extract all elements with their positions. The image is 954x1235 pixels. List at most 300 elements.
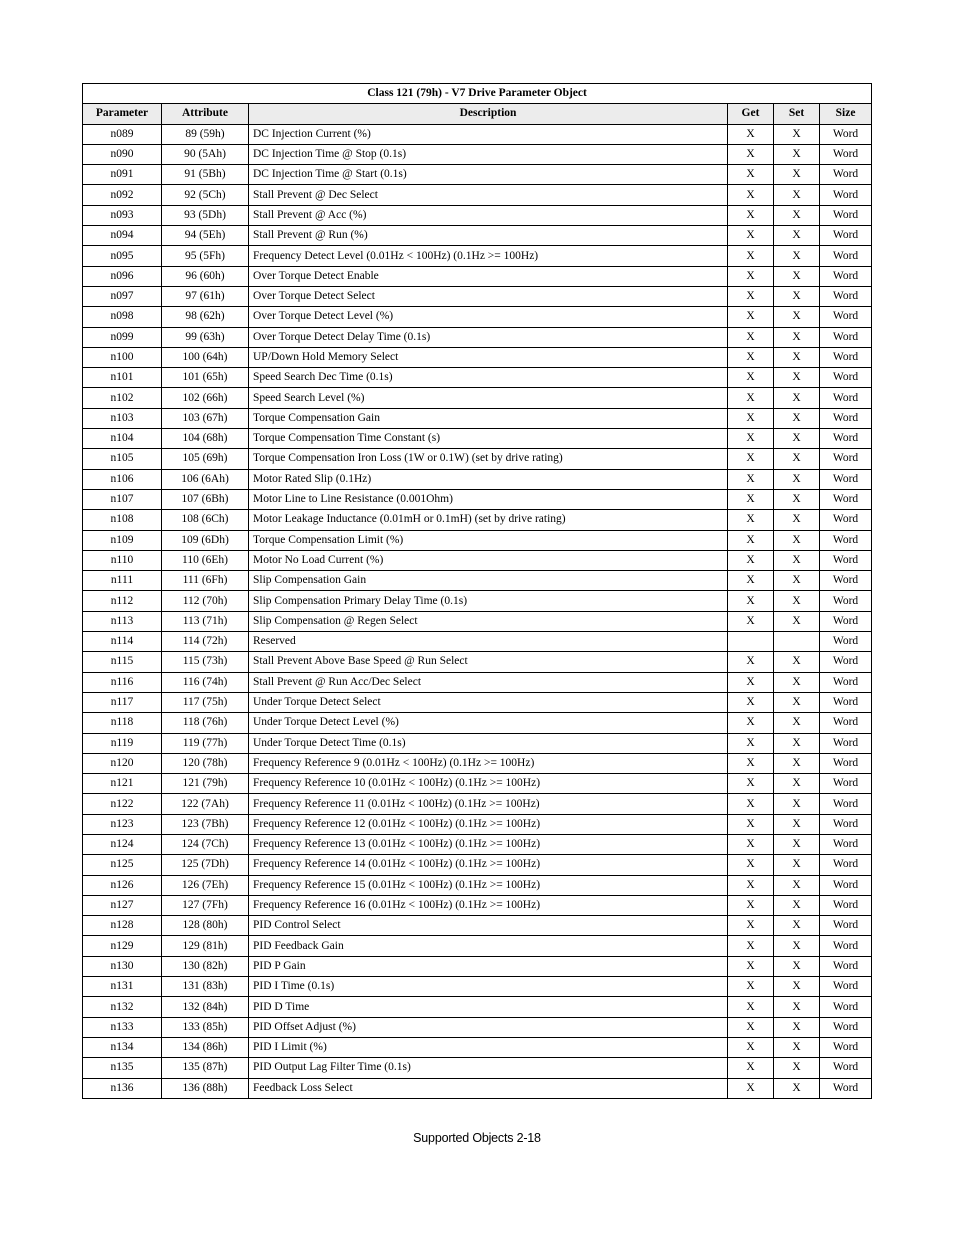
parameter-cell: n098: [83, 307, 162, 327]
set-cell: X: [774, 165, 820, 185]
parameter-cell: n104: [83, 429, 162, 449]
get-cell: X: [728, 124, 774, 144]
get-cell: X: [728, 794, 774, 814]
attribute-cell: 99 (63h): [162, 327, 249, 347]
size-cell: Word: [820, 1037, 872, 1057]
size-cell: Word: [820, 1078, 872, 1098]
get-cell: X: [728, 327, 774, 347]
parameter-cell: n130: [83, 956, 162, 976]
size-cell: Word: [820, 327, 872, 347]
parameter-cell: n099: [83, 327, 162, 347]
set-cell: X: [774, 286, 820, 306]
attribute-cell: 108 (6Ch): [162, 510, 249, 530]
size-cell: Word: [820, 713, 872, 733]
table-row: [83, 936, 872, 956]
attribute-cell: 89 (59h): [162, 124, 249, 144]
get-cell: X: [728, 1037, 774, 1057]
attribute-cell: 90 (5Ah): [162, 144, 249, 164]
get-cell: X: [728, 672, 774, 692]
table-row: [83, 347, 872, 367]
table-row: [83, 144, 872, 164]
attribute-cell: 122 (7Ah): [162, 794, 249, 814]
get-cell: X: [728, 814, 774, 834]
size-cell: Word: [820, 936, 872, 956]
parameter-cell: n128: [83, 916, 162, 936]
get-cell: X: [728, 510, 774, 530]
table-row: [83, 530, 872, 550]
attribute-cell: 131 (83h): [162, 977, 249, 997]
get-cell: X: [728, 165, 774, 185]
parameter-cell: n120: [83, 753, 162, 773]
parameter-cell: n107: [83, 489, 162, 509]
size-cell: Word: [820, 449, 872, 469]
description-cell: Frequency Reference 11 (0.01Hz < 100Hz) (0.1Hz >= 100Hz): [249, 794, 728, 814]
parameter-cell: n122: [83, 794, 162, 814]
parameter-cell: n113: [83, 611, 162, 631]
set-cell: X: [774, 713, 820, 733]
attribute-cell: 113 (71h): [162, 611, 249, 631]
size-cell: Word: [820, 895, 872, 915]
header-size: Size: [820, 104, 872, 124]
set-cell: [774, 632, 820, 652]
size-cell: Word: [820, 347, 872, 367]
size-cell: Word: [820, 1058, 872, 1078]
size-cell: Word: [820, 388, 872, 408]
size-cell: Word: [820, 286, 872, 306]
attribute-cell: 128 (80h): [162, 916, 249, 936]
attribute-cell: 118 (76h): [162, 713, 249, 733]
size-cell: Word: [820, 692, 872, 712]
attribute-cell: 116 (74h): [162, 672, 249, 692]
size-cell: Word: [820, 855, 872, 875]
set-cell: X: [774, 550, 820, 570]
attribute-cell: 133 (85h): [162, 1017, 249, 1037]
set-cell: X: [774, 855, 820, 875]
attribute-cell: 102 (66h): [162, 388, 249, 408]
get-cell: X: [728, 916, 774, 936]
attribute-cell: 92 (5Ch): [162, 185, 249, 205]
parameter-cell: n100: [83, 347, 162, 367]
size-cell: Word: [820, 753, 872, 773]
set-cell: X: [774, 449, 820, 469]
description-cell: DC Injection Current (%): [249, 124, 728, 144]
table-row: [83, 429, 872, 449]
parameter-cell: n114: [83, 632, 162, 652]
parameter-cell: n116: [83, 672, 162, 692]
size-cell: Word: [820, 408, 872, 428]
table-row: [83, 692, 872, 712]
description-cell: Stall Prevent @ Dec Select: [249, 185, 728, 205]
table-row: [83, 449, 872, 469]
description-cell: Feedback Loss Select: [249, 1078, 728, 1098]
set-cell: X: [774, 997, 820, 1017]
table-row: [83, 205, 872, 225]
size-cell: Word: [820, 530, 872, 550]
table-row: [83, 652, 872, 672]
attribute-cell: 136 (88h): [162, 1078, 249, 1098]
set-cell: X: [774, 1078, 820, 1098]
attribute-cell: 130 (82h): [162, 956, 249, 976]
set-cell: X: [774, 185, 820, 205]
parameter-cell: n101: [83, 368, 162, 388]
set-cell: X: [774, 794, 820, 814]
table-header-row: [83, 104, 872, 124]
description-cell: Frequency Reference 15 (0.01Hz < 100Hz) (0.1Hz >= 100Hz): [249, 875, 728, 895]
parameter-cell: n118: [83, 713, 162, 733]
attribute-cell: 115 (73h): [162, 652, 249, 672]
set-cell: X: [774, 1058, 820, 1078]
get-cell: X: [728, 591, 774, 611]
set-cell: X: [774, 530, 820, 550]
table-row: [83, 997, 872, 1017]
parameter-cell: n093: [83, 205, 162, 225]
description-cell: Frequency Reference 16 (0.01Hz < 100Hz) (0.1Hz >= 100Hz): [249, 895, 728, 915]
attribute-cell: 106 (6Ah): [162, 469, 249, 489]
header-parameter: Parameter: [83, 104, 162, 124]
attribute-cell: 101 (65h): [162, 368, 249, 388]
size-cell: Word: [820, 246, 872, 266]
size-cell: Word: [820, 469, 872, 489]
size-cell: Word: [820, 794, 872, 814]
get-cell: X: [728, 611, 774, 631]
parameter-cell: n135: [83, 1058, 162, 1078]
table-row: [83, 266, 872, 286]
get-cell: X: [728, 855, 774, 875]
attribute-cell: 100 (64h): [162, 347, 249, 367]
attribute-cell: 95 (5Fh): [162, 246, 249, 266]
get-cell: X: [728, 530, 774, 550]
parameter-cell: n110: [83, 550, 162, 570]
attribute-cell: 127 (7Fh): [162, 895, 249, 915]
attribute-cell: 129 (81h): [162, 936, 249, 956]
description-cell: PID D Time: [249, 997, 728, 1017]
get-cell: X: [728, 733, 774, 753]
attribute-cell: 126 (7Eh): [162, 875, 249, 895]
header-get: Get: [728, 104, 774, 124]
parameter-cell: n092: [83, 185, 162, 205]
get-cell: [728, 632, 774, 652]
get-cell: X: [728, 266, 774, 286]
size-cell: Word: [820, 550, 872, 570]
get-cell: X: [728, 834, 774, 854]
attribute-cell: 117 (75h): [162, 692, 249, 712]
parameter-cell: n121: [83, 774, 162, 794]
table-row: [83, 956, 872, 976]
attribute-cell: 119 (77h): [162, 733, 249, 753]
attribute-cell: 93 (5Dh): [162, 205, 249, 225]
attribute-cell: 104 (68h): [162, 429, 249, 449]
table-row: [83, 388, 872, 408]
size-cell: Word: [820, 226, 872, 246]
description-cell: Under Torque Detect Level (%): [249, 713, 728, 733]
get-cell: X: [728, 956, 774, 976]
parameter-cell: n090: [83, 144, 162, 164]
get-cell: X: [728, 185, 774, 205]
description-cell: Frequency Reference 13 (0.01Hz < 100Hz) (0.1Hz >= 100Hz): [249, 834, 728, 854]
parameter-cell: n096: [83, 266, 162, 286]
description-cell: Slip Compensation Gain: [249, 571, 728, 591]
table-row: [83, 713, 872, 733]
parameter-cell: n091: [83, 165, 162, 185]
get-cell: X: [728, 895, 774, 915]
get-cell: X: [728, 875, 774, 895]
attribute-cell: 124 (7Ch): [162, 834, 249, 854]
table-row: [83, 489, 872, 509]
parameter-cell: n106: [83, 469, 162, 489]
size-cell: Word: [820, 814, 872, 834]
set-cell: X: [774, 875, 820, 895]
parameter-cell: n129: [83, 936, 162, 956]
description-cell: Motor Leakage Inductance (0.01mH or 0.1mH) (set by drive rating): [249, 510, 728, 530]
size-cell: Word: [820, 672, 872, 692]
description-cell: Frequency Reference 10 (0.01Hz < 100Hz) (0.1Hz >= 100Hz): [249, 774, 728, 794]
size-cell: Word: [820, 165, 872, 185]
description-cell: DC Injection Time @ Start (0.1s): [249, 165, 728, 185]
description-cell: Reserved: [249, 632, 728, 652]
parameter-cell: n124: [83, 834, 162, 854]
size-cell: Word: [820, 1017, 872, 1037]
parameter-cell: n133: [83, 1017, 162, 1037]
parameter-cell: n123: [83, 814, 162, 834]
description-cell: Stall Prevent Above Base Speed @ Run Select: [249, 652, 728, 672]
description-cell: Stall Prevent @ Run Acc/Dec Select: [249, 672, 728, 692]
parameter-cell: n134: [83, 1037, 162, 1057]
set-cell: X: [774, 368, 820, 388]
get-cell: X: [728, 286, 774, 306]
table-row: [83, 469, 872, 489]
set-cell: X: [774, 916, 820, 936]
get-cell: X: [728, 753, 774, 773]
set-cell: X: [774, 591, 820, 611]
get-cell: X: [728, 408, 774, 428]
table-row: [83, 550, 872, 570]
set-cell: X: [774, 977, 820, 997]
parameter-cell: n125: [83, 855, 162, 875]
table-row: [83, 733, 872, 753]
description-cell: Frequency Detect Level (0.01Hz < 100Hz) (0.1Hz >= 100Hz): [249, 246, 728, 266]
get-cell: X: [728, 449, 774, 469]
description-cell: Motor No Load Current (%): [249, 550, 728, 570]
table-row: [83, 977, 872, 997]
table-row: [83, 875, 872, 895]
attribute-cell: 94 (5Eh): [162, 226, 249, 246]
description-cell: Motor Line to Line Resistance (0.001Ohm): [249, 489, 728, 509]
set-cell: X: [774, 774, 820, 794]
attribute-cell: 114 (72h): [162, 632, 249, 652]
size-cell: Word: [820, 205, 872, 225]
parameter-cell: n097: [83, 286, 162, 306]
page-footer: Supported Objects 2-18: [413, 1131, 541, 1145]
table-row: [83, 510, 872, 530]
size-cell: Word: [820, 266, 872, 286]
table-row: [83, 895, 872, 915]
description-cell: Frequency Reference 14 (0.01Hz < 100Hz) (0.1Hz >= 100Hz): [249, 855, 728, 875]
size-cell: Word: [820, 185, 872, 205]
set-cell: X: [774, 936, 820, 956]
attribute-cell: 98 (62h): [162, 307, 249, 327]
set-cell: X: [774, 307, 820, 327]
description-cell: Under Torque Detect Time (0.1s): [249, 733, 728, 753]
size-cell: Word: [820, 916, 872, 936]
get-cell: X: [728, 936, 774, 956]
set-cell: X: [774, 510, 820, 530]
description-cell: Stall Prevent @ Acc (%): [249, 205, 728, 225]
table-row: [83, 185, 872, 205]
table-row: [83, 753, 872, 773]
description-cell: Over Torque Detect Enable: [249, 266, 728, 286]
size-cell: Word: [820, 875, 872, 895]
parameter-cell: n127: [83, 895, 162, 915]
parameter-cell: n103: [83, 408, 162, 428]
description-cell: PID I Limit (%): [249, 1037, 728, 1057]
table-row: [83, 1017, 872, 1037]
parameter-table: [82, 83, 872, 1099]
parameter-cell: n117: [83, 692, 162, 712]
size-cell: Word: [820, 997, 872, 1017]
attribute-cell: 121 (79h): [162, 774, 249, 794]
parameter-cell: n112: [83, 591, 162, 611]
get-cell: X: [728, 368, 774, 388]
attribute-cell: 120 (78h): [162, 753, 249, 773]
description-cell: DC Injection Time @ Stop (0.1s): [249, 144, 728, 164]
description-cell: Speed Search Level (%): [249, 388, 728, 408]
table-row: [83, 672, 872, 692]
get-cell: X: [728, 997, 774, 1017]
table-row: [83, 591, 872, 611]
table-row: [83, 165, 872, 185]
parameter-cell: n115: [83, 652, 162, 672]
table-row: [83, 226, 872, 246]
get-cell: X: [728, 550, 774, 570]
description-cell: PID Output Lag Filter Time (0.1s): [249, 1058, 728, 1078]
size-cell: Word: [820, 429, 872, 449]
get-cell: X: [728, 652, 774, 672]
table-row: [83, 408, 872, 428]
attribute-cell: 110 (6Eh): [162, 550, 249, 570]
parameter-cell: n094: [83, 226, 162, 246]
set-cell: X: [774, 347, 820, 367]
attribute-cell: 134 (86h): [162, 1037, 249, 1057]
set-cell: X: [774, 956, 820, 976]
set-cell: X: [774, 571, 820, 591]
parameter-cell: n108: [83, 510, 162, 530]
get-cell: X: [728, 429, 774, 449]
set-cell: X: [774, 429, 820, 449]
size-cell: Word: [820, 956, 872, 976]
description-cell: Torque Compensation Limit (%): [249, 530, 728, 550]
description-cell: PID Feedback Gain: [249, 936, 728, 956]
set-cell: X: [774, 611, 820, 631]
description-cell: Motor Rated Slip (0.1Hz): [249, 469, 728, 489]
description-cell: PID Offset Adjust (%): [249, 1017, 728, 1037]
description-cell: Speed Search Dec Time (0.1s): [249, 368, 728, 388]
attribute-cell: 132 (84h): [162, 997, 249, 1017]
get-cell: X: [728, 774, 774, 794]
description-cell: Torque Compensation Time Constant (s): [249, 429, 728, 449]
set-cell: X: [774, 469, 820, 489]
set-cell: X: [774, 733, 820, 753]
size-cell: Word: [820, 368, 872, 388]
attribute-cell: 96 (60h): [162, 266, 249, 286]
set-cell: X: [774, 205, 820, 225]
description-cell: Torque Compensation Gain: [249, 408, 728, 428]
size-cell: Word: [820, 652, 872, 672]
table-row: [83, 246, 872, 266]
get-cell: X: [728, 347, 774, 367]
table-row: [83, 286, 872, 306]
table-row: [83, 794, 872, 814]
attribute-cell: 111 (6Fh): [162, 571, 249, 591]
parameter-cell: n089: [83, 124, 162, 144]
set-cell: X: [774, 489, 820, 509]
table-row: [83, 916, 872, 936]
size-cell: Word: [820, 144, 872, 164]
get-cell: X: [728, 571, 774, 591]
attribute-cell: 103 (67h): [162, 408, 249, 428]
description-cell: PID I Time (0.1s): [249, 977, 728, 997]
set-cell: X: [774, 692, 820, 712]
attribute-cell: 125 (7Dh): [162, 855, 249, 875]
table-row: [83, 124, 872, 144]
header-attribute: Attribute: [162, 104, 249, 124]
size-cell: Word: [820, 489, 872, 509]
size-cell: Word: [820, 307, 872, 327]
attribute-cell: 105 (69h): [162, 449, 249, 469]
get-cell: X: [728, 713, 774, 733]
table-row: [83, 1037, 872, 1057]
table-row: [83, 632, 872, 652]
size-cell: Word: [820, 632, 872, 652]
description-cell: Under Torque Detect Select: [249, 692, 728, 712]
description-cell: Frequency Reference 12 (0.01Hz < 100Hz) (0.1Hz >= 100Hz): [249, 814, 728, 834]
description-cell: Over Torque Detect Delay Time (0.1s): [249, 327, 728, 347]
table-row: [83, 814, 872, 834]
attribute-cell: 107 (6Bh): [162, 489, 249, 509]
set-cell: X: [774, 124, 820, 144]
attribute-cell: 112 (70h): [162, 591, 249, 611]
attribute-cell: 97 (61h): [162, 286, 249, 306]
description-cell: PID Control Select: [249, 916, 728, 936]
size-cell: Word: [820, 834, 872, 854]
table-row: [83, 368, 872, 388]
table-row: [83, 611, 872, 631]
table-title: Class 121 (79h) - V7 Drive Parameter Object: [83, 84, 872, 104]
set-cell: X: [774, 834, 820, 854]
size-cell: Word: [820, 733, 872, 753]
attribute-cell: 135 (87h): [162, 1058, 249, 1078]
table-title-row: [83, 84, 872, 104]
parameter-cell: n109: [83, 530, 162, 550]
get-cell: X: [728, 1078, 774, 1098]
parameter-cell: n126: [83, 875, 162, 895]
set-cell: X: [774, 895, 820, 915]
description-cell: Over Torque Detect Select: [249, 286, 728, 306]
parameter-cell: n095: [83, 246, 162, 266]
table-row: [83, 307, 872, 327]
table-row: [83, 327, 872, 347]
get-cell: X: [728, 226, 774, 246]
size-cell: Word: [820, 591, 872, 611]
parameter-cell: n132: [83, 997, 162, 1017]
size-cell: Word: [820, 977, 872, 997]
description-cell: UP/Down Hold Memory Select: [249, 347, 728, 367]
description-cell: Frequency Reference 9 (0.01Hz < 100Hz) (0.1Hz >= 100Hz): [249, 753, 728, 773]
parameter-cell: n131: [83, 977, 162, 997]
parameter-cell: n136: [83, 1078, 162, 1098]
table-row: [83, 774, 872, 794]
table-row: [83, 855, 872, 875]
parameter-cell: n102: [83, 388, 162, 408]
